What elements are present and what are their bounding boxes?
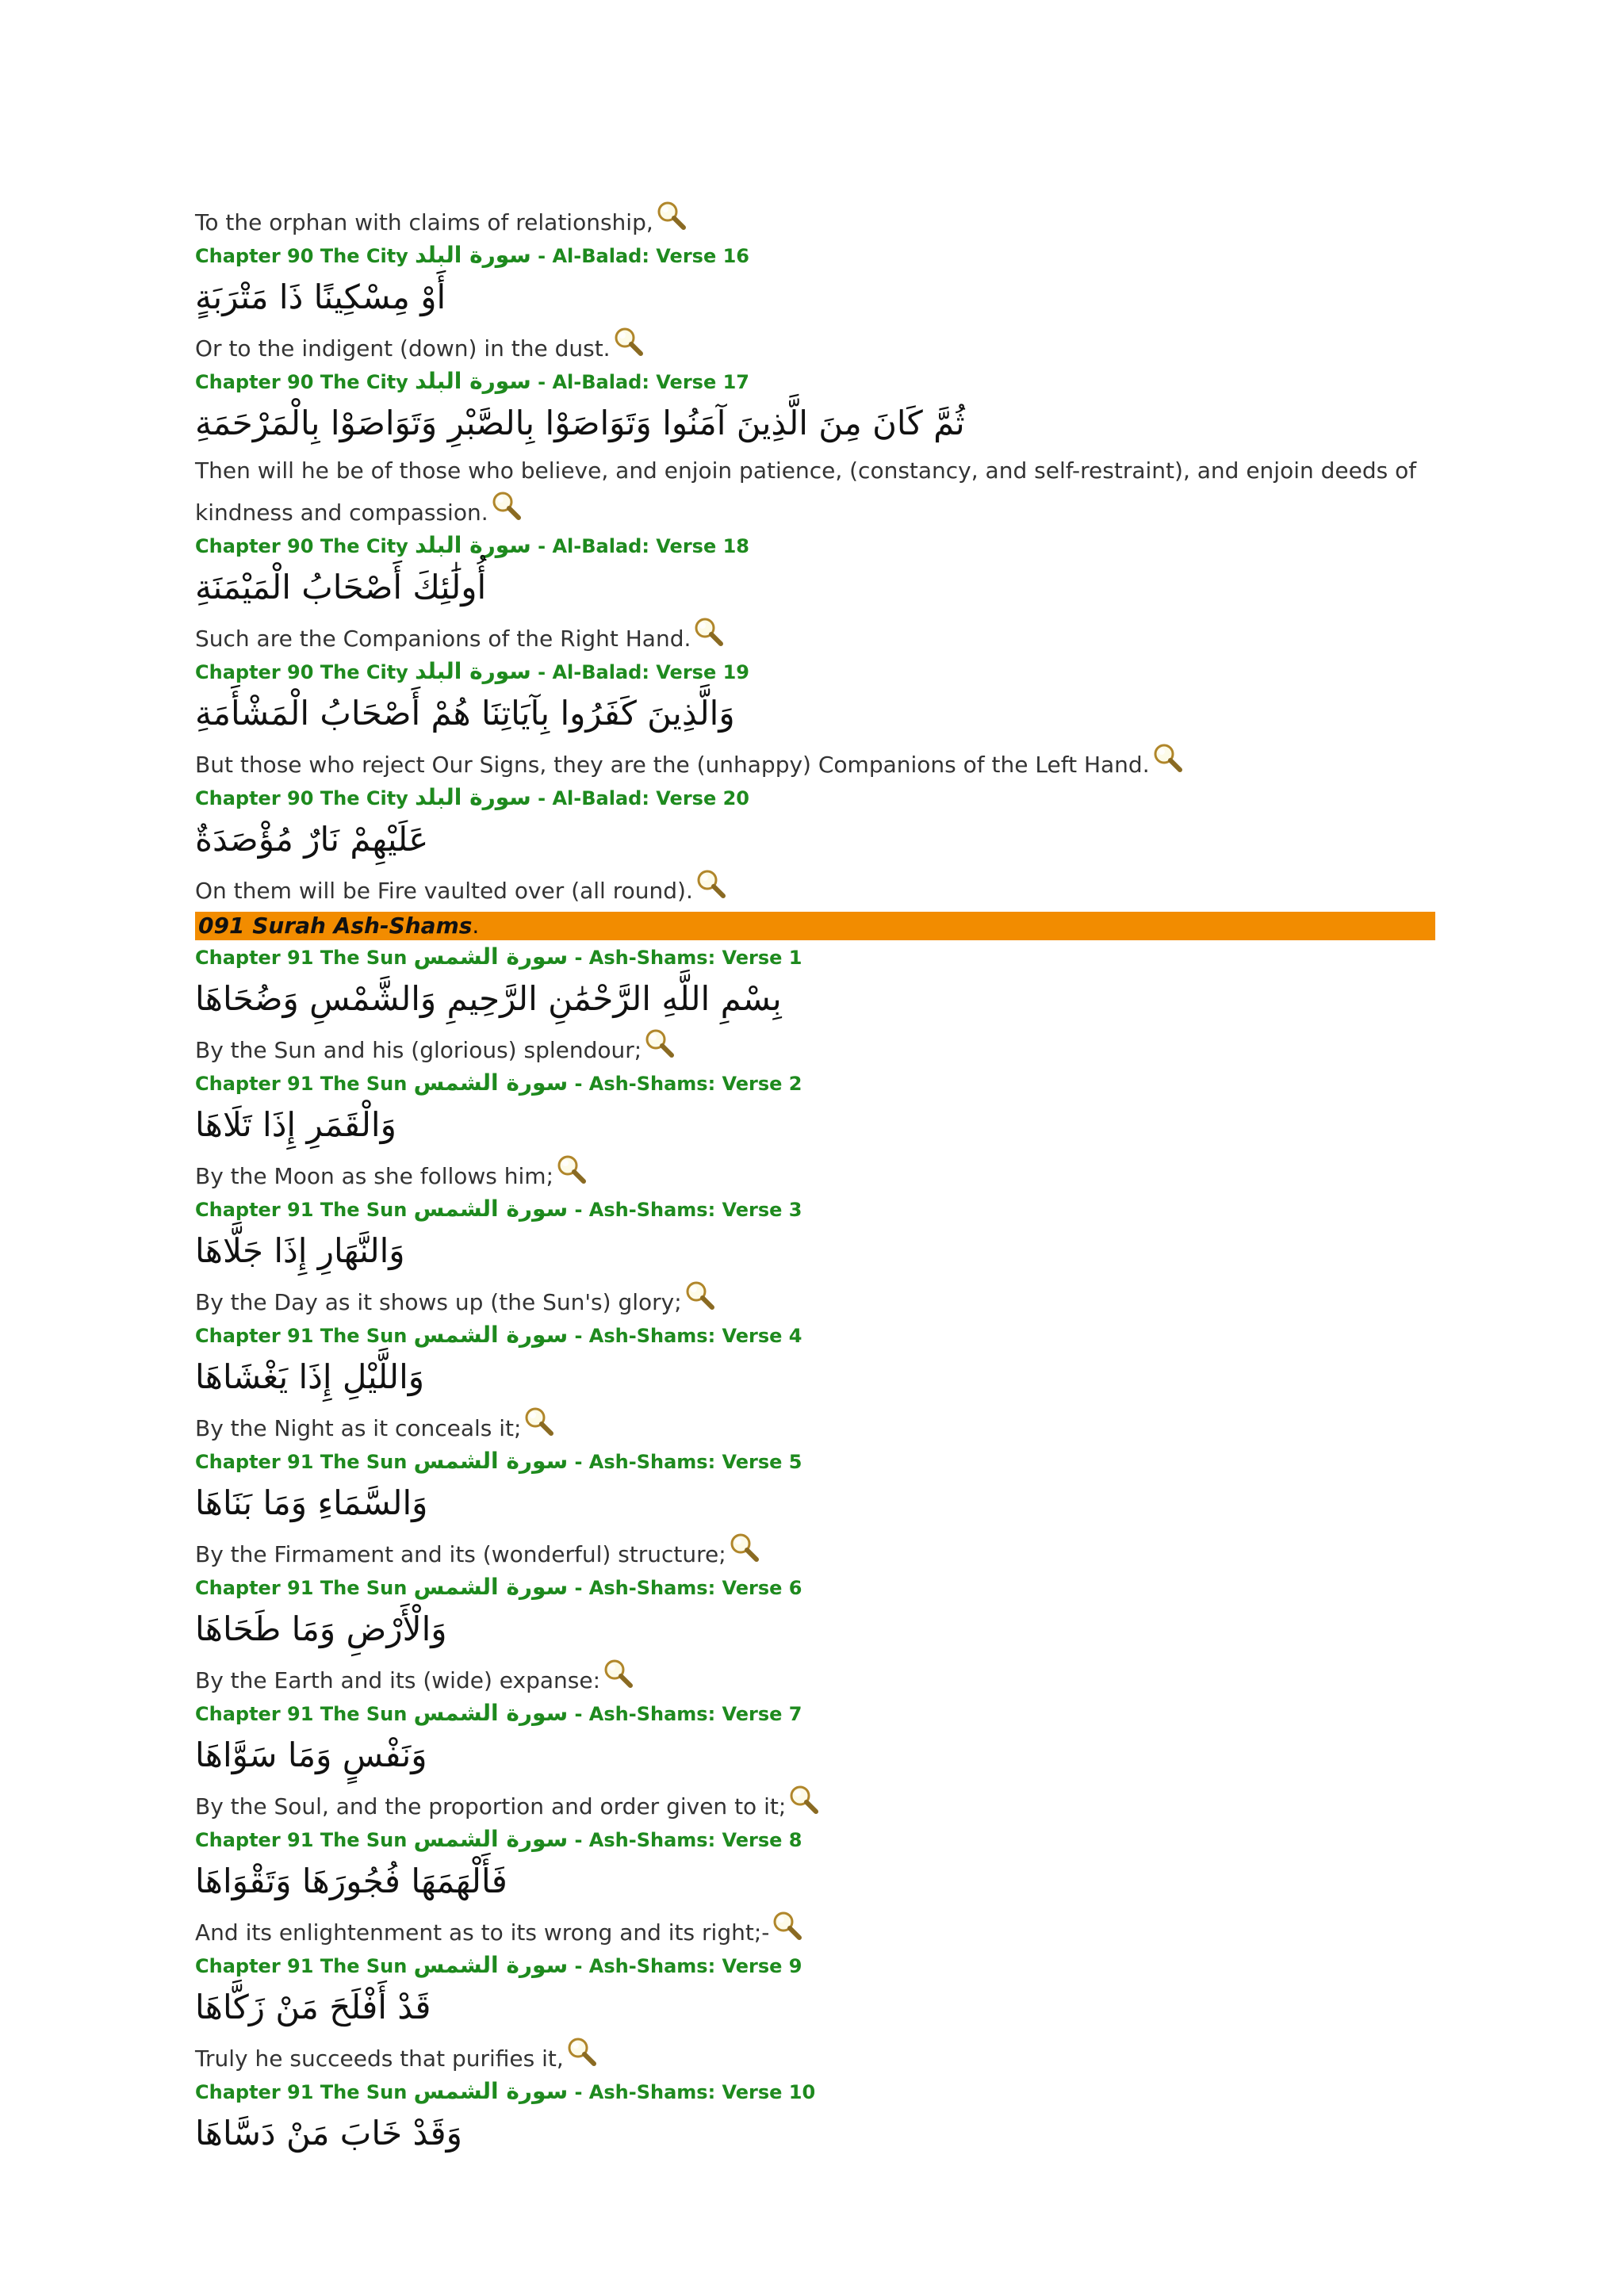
verse-header [195, 1700, 1435, 1727]
surah-arabic-name: سورة الشمس [413, 1574, 569, 1600]
magnifier-icon[interactable] [523, 1406, 554, 1437]
arabic-verse-row [195, 1475, 1435, 1532]
verse-label: - Ash-Shams: Verse 2 [568, 1073, 802, 1095]
verse-block [195, 1070, 1435, 1196]
verse-label: - Al-Balad: Verse 20 [530, 787, 749, 809]
surah-arabic-name: سورة البلد [415, 784, 531, 810]
verse-translation [195, 1784, 1435, 1826]
verse-translation [195, 2036, 1435, 2078]
arabic-verse: وَقَدْ خَابَ مَنْ دَسَّاهَا [195, 2114, 462, 2152]
arabic-verse-row [195, 1096, 1435, 1154]
verse-label: - Al-Balad: Verse 16 [530, 245, 749, 267]
arabic-verse-row [195, 559, 1435, 616]
verse-translation [195, 200, 1435, 242]
chapter-label: Chapter 91 The Sun [195, 1955, 414, 1977]
translation-text: On them will be Fire vaulted over (all round). [195, 878, 693, 904]
surah-arabic-name: سورة الشمس [413, 943, 569, 970]
verse-label: - Ash-Shams: Verse 1 [568, 947, 802, 969]
magnifier-icon[interactable] [692, 616, 724, 648]
verse-header [195, 943, 1435, 970]
verse-label: - Al-Balad: Verse 17 [530, 371, 749, 393]
surah-arabic-name: سورة الشمس [413, 2078, 569, 2104]
verse-block [195, 1322, 1435, 1448]
magnifier-icon[interactable] [490, 490, 522, 522]
surah-title-suffix: . [472, 913, 480, 939]
magnifier-icon[interactable] [612, 326, 644, 358]
translation-text: By the Soul, and the proportion and order given to it; [195, 1793, 787, 1820]
verse-translation [195, 1406, 1435, 1448]
arabic-verse: عَلَيْهِمْ نَارٌ مُؤْصَدَةٌ [195, 820, 429, 859]
verse-header [195, 784, 1435, 811]
verse-translation [195, 452, 1435, 532]
verse-header [195, 532, 1435, 559]
verse-label: - Al-Balad: Verse 19 [530, 661, 749, 683]
verse-label: - Ash-Shams: Verse 3 [568, 1199, 802, 1221]
magnifier-icon[interactable] [555, 1154, 587, 1185]
surah-arabic-name: سورة الشمس [413, 1826, 569, 1852]
verse-label: - Ash-Shams: Verse 7 [568, 1703, 802, 1725]
verse-translation [195, 1154, 1435, 1196]
surah-arabic-name: سورة الشمس [413, 1196, 569, 1222]
verse-block [195, 1196, 1435, 1322]
chapter-label: Chapter 91 The Sun [195, 1325, 414, 1347]
magnifier-icon[interactable] [565, 2036, 597, 2068]
verse-header [195, 242, 1435, 269]
verse-translation [195, 742, 1435, 784]
verse-translation [195, 1280, 1435, 1322]
arabic-verse: أُولَٰئِكَ أَصْحَابُ الْمَيْمَنَةِ [195, 568, 487, 607]
magnifier-icon[interactable] [684, 1280, 715, 1311]
magnifier-icon[interactable] [655, 200, 687, 232]
arabic-verse-row [195, 2105, 1435, 2162]
verse-block [195, 1574, 1435, 1700]
verse-header [195, 1952, 1435, 1979]
arabic-verse-row [195, 395, 1435, 452]
chapter-label: Chapter 91 The Sun [195, 1451, 414, 1473]
surah-arabic-name: سورة الشمس [413, 1952, 569, 1978]
magnifier-icon[interactable] [643, 1027, 675, 1059]
arabic-verse: أَوْ مِسْكِينًا ذَا مَتْرَبَةٍ [195, 277, 446, 316]
chapter-label: Chapter 90 The City [195, 371, 416, 393]
chapter-label: Chapter 90 The City [195, 245, 416, 267]
translation-text: But those who reject Our Signs, they are the (unhappy) Companions of the Left Hand. [195, 752, 1150, 778]
arabic-verse: وَالْقَمَرِ إِذَا تَلَاهَا [195, 1105, 396, 1144]
arabic-verse: فَأَلْهَمَهَا فُجُورَهَا وَتَقْوَاهَا [195, 1862, 508, 1900]
verse-block [195, 943, 1435, 1070]
translation-text: Truly he succeeds that purifies it, [195, 2045, 564, 2072]
magnifier-icon[interactable] [695, 868, 726, 900]
verse-list-ash-shams [195, 943, 1435, 2162]
surah-title-bar [195, 912, 1435, 940]
verse-block [195, 658, 1435, 784]
verse-block [195, 784, 1435, 910]
arabic-verse-row [195, 1853, 1435, 1910]
arabic-verse-row [195, 1601, 1435, 1658]
arabic-verse: وَالسَّمَاءِ وَمَا بَنَاهَا [195, 1483, 428, 1522]
verse-translation [195, 1658, 1435, 1700]
verse-translation [195, 326, 1435, 368]
verse-header [195, 2078, 1435, 2105]
translation-text: Then will he be of those who believe, and enjoin patience, (constancy, and self-restraint), and enjoin deeds of kindness and compassion. [195, 457, 1417, 526]
verse-block [195, 2078, 1435, 2162]
translation-text: By the Night as it conceals it; [195, 1415, 522, 1441]
verse-header [195, 1322, 1435, 1349]
arabic-verse-row [195, 1727, 1435, 1784]
verse-label: - Ash-Shams: Verse 6 [568, 1577, 802, 1599]
surah-arabic-name: سورة البلد [415, 658, 531, 684]
translation-text: By the Sun and his (glorious) splendour; [195, 1037, 642, 1063]
arabic-verse-row [195, 811, 1435, 868]
surah-arabic-name: سورة البلد [415, 368, 531, 394]
verse-block [195, 242, 1435, 368]
verse-label: - Al-Balad: Verse 18 [530, 535, 749, 557]
verse-label: - Ash-Shams: Verse 5 [568, 1451, 802, 1473]
verse-label: - Ash-Shams: Verse 9 [568, 1955, 802, 1977]
translation-text: To the orphan with claims of relationship, [195, 209, 653, 235]
chapter-label: Chapter 91 The Sun [195, 947, 414, 969]
arabic-verse: وَنَفْسٍ وَمَا سَوَّاهَا [195, 1735, 427, 1774]
verse-block [195, 532, 1435, 658]
chapter-label: Chapter 90 The City [195, 787, 416, 809]
verse-header [195, 1070, 1435, 1096]
verse-translation [195, 1532, 1435, 1574]
translation-text: And its enlightenment as to its wrong and its right;- [195, 1919, 770, 1946]
verse-translation [195, 1027, 1435, 1070]
verse-label: - Ash-Shams: Verse 8 [568, 1829, 802, 1851]
verse-header [195, 1448, 1435, 1475]
magnifier-icon[interactable] [728, 1532, 760, 1563]
translation-text: Such are the Companions of the Right Hand. [195, 626, 691, 652]
verse-block [195, 1700, 1435, 1826]
verse-label: - Ash-Shams: Verse 4 [568, 1325, 802, 1347]
arabic-verse-row [195, 1349, 1435, 1406]
arabic-verse-row [195, 269, 1435, 326]
arabic-verse-row [195, 685, 1435, 742]
surah-arabic-name: سورة الشمس [413, 1448, 569, 1474]
chapter-label: Chapter 91 The Sun [195, 1703, 414, 1725]
arabic-verse: وَاللَّيْلِ إِذَا يَغْشَاهَا [195, 1357, 425, 1396]
translation-text: By the Firmament and its (wonderful) structure; [195, 1541, 726, 1567]
surah-arabic-name: سورة الشمس [413, 1070, 569, 1096]
arabic-verse: وَالْأَرْضِ وَمَا طَحَاهَا [195, 1609, 447, 1648]
chapter-label: Chapter 91 The Sun [195, 2081, 414, 2103]
translation-text: By the Moon as she follows him; [195, 1163, 554, 1189]
translation-text: By the Day as it shows up (the Sun's) glory; [195, 1289, 682, 1315]
chapter-label: Chapter 90 The City [195, 661, 416, 683]
verse-header [195, 1196, 1435, 1223]
chapter-label: Chapter 91 The Sun [195, 1073, 414, 1095]
verse-label: - Ash-Shams: Verse 10 [568, 2081, 816, 2103]
surah-arabic-name: سورة البلد [415, 532, 531, 558]
arabic-verse: قَدْ أَفْلَحَ مَنْ زَكَّاهَا [195, 1988, 431, 2026]
magnifier-icon[interactable] [787, 1784, 819, 1816]
magnifier-icon[interactable] [602, 1658, 634, 1689]
verse-block [195, 368, 1435, 532]
verse-block [195, 1952, 1435, 2078]
verse-translation [195, 1910, 1435, 1952]
chapter-label: Chapter 91 The Sun [195, 1199, 414, 1221]
translation-text: By the Earth and its (wide) expanse: [195, 1667, 600, 1693]
arabic-verse: بِسْمِ اللَّهِ الرَّحْمَٰنِ الرَّحِيمِ وَالشَّمْسِ وَضُحَاهَا [195, 979, 782, 1018]
surah-arabic-name: سورة البلد [415, 242, 531, 268]
verse-header [195, 1826, 1435, 1853]
verse-block [195, 1826, 1435, 1952]
verse-translation [195, 616, 1435, 658]
verse-header [195, 1574, 1435, 1601]
verse-block [195, 1448, 1435, 1574]
arabic-verse-row [195, 1223, 1435, 1280]
arabic-verse-row [195, 1979, 1435, 2036]
magnifier-icon[interactable] [771, 1910, 802, 1942]
chapter-label: Chapter 90 The City [195, 535, 416, 557]
verse-list-al-balad [195, 242, 1435, 910]
verse-header [195, 368, 1435, 395]
surah-title: 091 Surah Ash-Shams [198, 913, 473, 939]
surah-arabic-name: سورة الشمس [413, 1700, 569, 1726]
chapter-label: Chapter 91 The Sun [195, 1577, 414, 1599]
arabic-verse-row [195, 970, 1435, 1027]
translation-text: Or to the indigent (down) in the dust. [195, 335, 611, 362]
magnifier-icon[interactable] [1151, 742, 1183, 774]
verse-translation [195, 868, 1435, 910]
content [195, 200, 1435, 2162]
surah-arabic-name: سورة الشمس [413, 1322, 569, 1348]
arabic-verse: وَالَّذِينَ كَفَرُوا بِآيَاتِنَا هُمْ أَصْحَابُ الْمَشْأَمَةِ [195, 694, 735, 733]
arabic-verse: ثُمَّ كَانَ مِنَ الَّذِينَ آمَنُوا وَتَوَاصَوْا بِالصَّبْرِ وَتَوَاصَوْا بِالْمَرْحَمَةِ [195, 404, 965, 442]
arabic-verse: وَالنَّهَارِ إِذَا جَلَّاهَا [195, 1231, 405, 1270]
chapter-label: Chapter 91 The Sun [195, 1829, 414, 1851]
verse-header [195, 658, 1435, 685]
